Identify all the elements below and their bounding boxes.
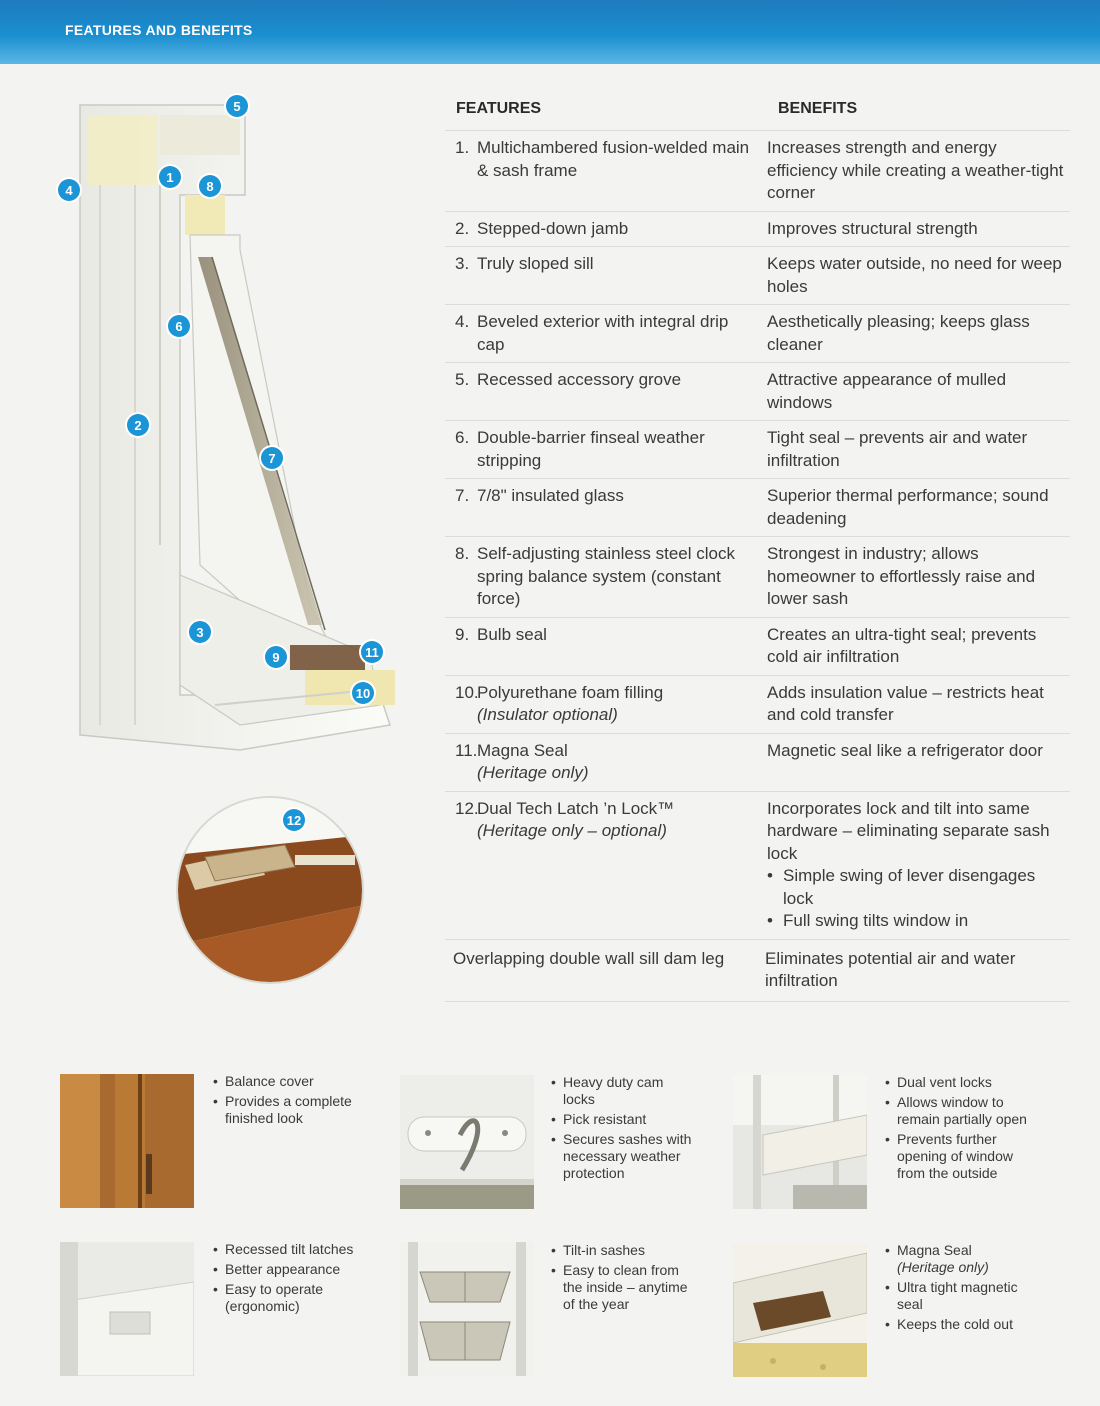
window-profile-illustration	[40, 85, 420, 765]
feature-text: Double-barrier finseal weather stripping	[477, 428, 705, 470]
callout-3: 3	[189, 621, 211, 643]
list-item: • Easy to operate (ergonomic)	[213, 1281, 324, 1314]
callout-8: 8	[199, 175, 221, 197]
list-item: • Prevents further opening of window from the outside	[885, 1131, 1013, 1181]
benefit-text: Superior thermal performance; sound deadening	[767, 486, 1049, 528]
vent-lock-image	[733, 1075, 867, 1209]
list-item: • Heavy duty cam locks	[551, 1074, 664, 1107]
feature-text: Dual Tech Latch ’n Lock™	[477, 798, 675, 818]
benefit-text: Incorporates lock and tilt into same hardware – eliminating separate sash lock	[767, 798, 1050, 863]
table-row	[445, 212, 1070, 248]
tilt-latch-image	[60, 1242, 194, 1376]
benefit-bullet: • Simple swing of lever disengages lock	[767, 866, 1036, 908]
list-item: • Keeps the cold out	[885, 1316, 1013, 1332]
benefit-text: Tight seal – prevents air and water infiltration	[767, 428, 1028, 470]
page-title: FEATURES AND BENEFITS	[65, 22, 253, 38]
benefit-bullet: • Full swing tilts window in	[767, 911, 969, 930]
feature-text: Stepped-down jamb	[477, 218, 629, 238]
feature-note: (Insulator optional)	[477, 705, 618, 724]
benefit-text: Adds insulation value – restricts heat and cold transfer	[767, 682, 1044, 724]
balance-cover-image	[60, 1074, 194, 1208]
feature-number: 8.	[455, 544, 470, 563]
cam-lock-bullets	[551, 1074, 696, 1185]
feature-note: (Heritage only)	[477, 763, 589, 782]
list-item: • Easy to clean from the inside – anytime of the year	[551, 1262, 688, 1312]
feature-text: 7/8" insulated glass	[477, 486, 624, 505]
feature-text: Polyurethane foam filling	[477, 682, 664, 702]
callout-4: 4	[58, 179, 80, 201]
table-row	[445, 421, 1070, 479]
table-row	[445, 305, 1070, 363]
feature-number: 10.	[455, 682, 479, 702]
feature-number: 11.	[455, 740, 478, 760]
table-row	[445, 363, 1070, 421]
feature-text: Bulb seal	[477, 624, 547, 644]
feature-number: 5.	[455, 370, 470, 389]
tilt-in-sash-image	[400, 1242, 534, 1376]
callout-5: 5	[226, 95, 248, 117]
features-benefits-table	[445, 96, 1070, 1002]
table-row	[445, 131, 1070, 212]
list-item: • Provides a complete finished look	[213, 1093, 352, 1126]
latch-inset-image	[175, 795, 365, 985]
list-item: • Better appearance	[213, 1261, 341, 1277]
table-row	[445, 676, 1070, 734]
callout-11: 11	[361, 641, 383, 663]
table-row	[445, 247, 1070, 305]
table-row	[445, 734, 1070, 792]
table-row	[445, 479, 1070, 537]
benefit-text: Strongest in industry; allows homeowner to effortlessly raise and lower sash	[767, 544, 1036, 608]
list-item: • Allows window to remain partially open	[885, 1094, 1027, 1127]
magna-seal-image	[733, 1243, 867, 1377]
callout-7: 7	[261, 447, 283, 469]
cam-lock-image	[400, 1075, 534, 1209]
table-row	[445, 792, 1070, 940]
feature-note: (Heritage only – optional)	[477, 821, 667, 840]
benefit-text: Magnetic seal like a refrigerator door	[767, 740, 1043, 760]
tilt-latch-bullets	[213, 1241, 363, 1318]
benefit-cell	[757, 798, 1070, 933]
feature-text: Multichambered fusion-welded main & sash frame	[477, 138, 750, 180]
feature-number: 7.	[455, 486, 470, 505]
feature-number: 12.	[455, 798, 479, 818]
table-header	[445, 96, 1070, 131]
vent-lock-bullets	[885, 1074, 1030, 1185]
heritage-note: (Heritage only)	[897, 1259, 989, 1275]
feature-cell	[477, 798, 757, 933]
feature-number: 1.	[455, 138, 470, 157]
list-item: • Balance cover	[213, 1073, 314, 1089]
feature-number: 2.	[455, 218, 470, 238]
benefit-text: Increases strength and energy efficiency while creating a weather-tight corner	[767, 138, 1064, 202]
callout-2: 2	[127, 414, 149, 436]
features-header: FEATURES	[456, 100, 542, 117]
balance-cover-bullets	[213, 1073, 363, 1130]
feature-number: 6.	[455, 428, 470, 447]
benefit-text: Keeps water outside, no need for weep holes	[767, 254, 1062, 296]
magna-seal-bullets	[885, 1242, 1030, 1336]
header-band	[0, 0, 1100, 64]
list-item: • Secures sashes with necessary weather protection	[551, 1131, 692, 1181]
feature-number: 3.	[455, 254, 470, 273]
benefit-text: Eliminates potential air and water infiltration	[765, 948, 1016, 990]
benefits-header: BENEFITS	[778, 100, 858, 117]
feature-text: Self-adjusting stainless steel clock spring balance system (constant force)	[477, 544, 735, 608]
table-row	[445, 618, 1070, 676]
callout-9: 9	[265, 646, 287, 668]
feature-number: 4.	[455, 312, 470, 331]
feature-number: 9.	[455, 624, 470, 644]
callout-12: 12	[283, 809, 305, 831]
window-cross-section-diagram	[40, 85, 420, 765]
benefit-text: Creates an ultra-tight seal; prevents cold air infiltration	[767, 624, 1037, 666]
list-item: • Pick resistant	[551, 1111, 647, 1127]
list-item: • Ultra tight magnetic seal	[885, 1279, 1018, 1312]
feature-text: Overlapping double wall sill dam leg	[453, 948, 725, 968]
callout-10: 10	[352, 682, 374, 704]
callout-6: 6	[168, 315, 190, 337]
tilt-sash-bullets	[551, 1242, 696, 1316]
callout-1: 1	[159, 166, 181, 188]
benefit-text: Aesthetically pleasing; keeps glass cleaner	[767, 312, 1030, 354]
feature-text: Magna Seal	[477, 740, 568, 760]
table-row	[445, 537, 1070, 618]
feature-text: Truly sloped sill	[477, 254, 594, 273]
benefit-text: Improves structural strength	[767, 218, 978, 238]
list-item: • Recessed tilt latches	[213, 1241, 354, 1257]
feature-text: Beveled exterior with integral drip cap	[477, 312, 729, 354]
list-item: • Tilt-in sashes	[551, 1242, 645, 1258]
feature-text: Recessed accessory grove	[477, 370, 682, 389]
table-row	[445, 940, 1070, 1002]
feature-cell	[477, 740, 757, 785]
list-item: • Magna Seal (Heritage only)	[885, 1242, 989, 1275]
feature-cell	[477, 682, 757, 727]
benefit-text: Attractive appearance of mulled windows	[767, 370, 1007, 412]
list-item: • Dual vent locks	[885, 1074, 992, 1090]
